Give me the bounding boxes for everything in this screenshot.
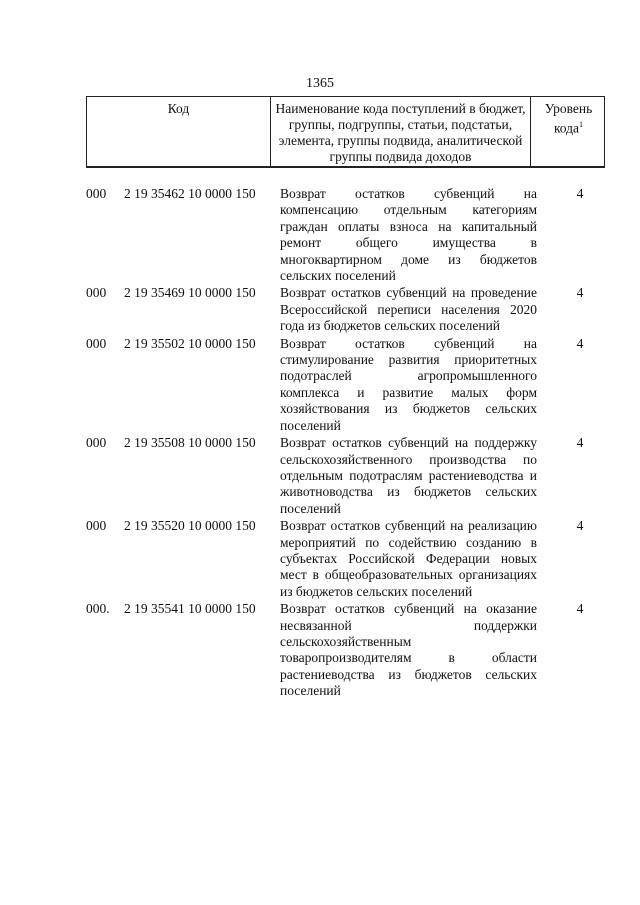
table-row [86, 285, 605, 334]
row-level: 4 [576, 285, 584, 301]
table-row [86, 601, 605, 699]
table-row [86, 186, 605, 284]
row-prefix: 000. [86, 601, 110, 617]
row-name: Возврат остатков субвенций на оказание несвязанной поддержки сельскохозяйственным товаропроизводителям в области растениеводства из бюджетов сельских поселений [280, 601, 537, 699]
row-prefix: 000 [86, 186, 107, 201]
row-code: 2 19 35462 10 0000 150 [124, 186, 256, 201]
table-body [86, 186, 605, 701]
header-name: Наименование кода поступлений в бюджет, группы, подгруппы, статьи, подстатьи, элемента, группы подвида, аналитической группы подвида доходов [271, 97, 531, 166]
page-number: 1365 [306, 76, 334, 91]
row-level: 4 [576, 435, 584, 451]
row-name: Возврат остатков субвенций на реализацию мероприятий по содействию созданию в субъектах Российской Федерации новых мест в общеобразовательных организациях из бюджетов сельских поселений [280, 518, 537, 599]
row-code: 2 19 35502 10 0000 150 [124, 335, 256, 351]
table-row [86, 336, 605, 434]
row-prefix: 000 [86, 285, 107, 301]
row-level: 4 [576, 335, 584, 351]
row-code: 2 19 35508 10 0000 150 [124, 435, 256, 451]
row-prefix: 000 [86, 335, 107, 351]
row-level: 4 [576, 186, 584, 201]
header-level-label: Уровень кода [544, 101, 593, 136]
row-level: 4 [576, 601, 584, 617]
header-code: Код [87, 97, 271, 166]
table-row [86, 435, 605, 517]
table-row [86, 518, 605, 600]
row-code: 2 19 35469 10 0000 150 [124, 285, 256, 301]
row-prefix: 000 [86, 518, 107, 534]
row-name: Возврат остатков субвенций на компенсацию отдельным категориям граждан оплаты взноса на капитальный ремонт общего имущества в многоквартирном доме из бюджетов сельских поселений [280, 186, 537, 284]
row-code: 2 19 35541 10 0000 150 [124, 601, 256, 617]
header-level-footnote: 1 [579, 120, 584, 129]
row-code: 2 19 35520 10 0000 150 [124, 518, 256, 534]
row-name: Возврат остатков субвенций на стимулирование развития приоритетных подотраслей агропромышленного комплекса и развитие малых форм хозяйствования из бюджетов сельских поселений [280, 335, 537, 433]
row-name: Возврат остатков субвенций на проведение Всероссийской переписи населения 2020 года из бюджетов сельских поселений [280, 285, 537, 334]
header-level [531, 97, 606, 166]
row-prefix: 000 [86, 435, 107, 451]
row-name: Возврат остатков субвенций на поддержку сельскохозяйственного производства по отдельным подотраслям растениеводства и животноводства из бюджетов сельских поселений [280, 435, 537, 516]
row-level: 4 [576, 518, 584, 534]
table-header [86, 96, 605, 168]
